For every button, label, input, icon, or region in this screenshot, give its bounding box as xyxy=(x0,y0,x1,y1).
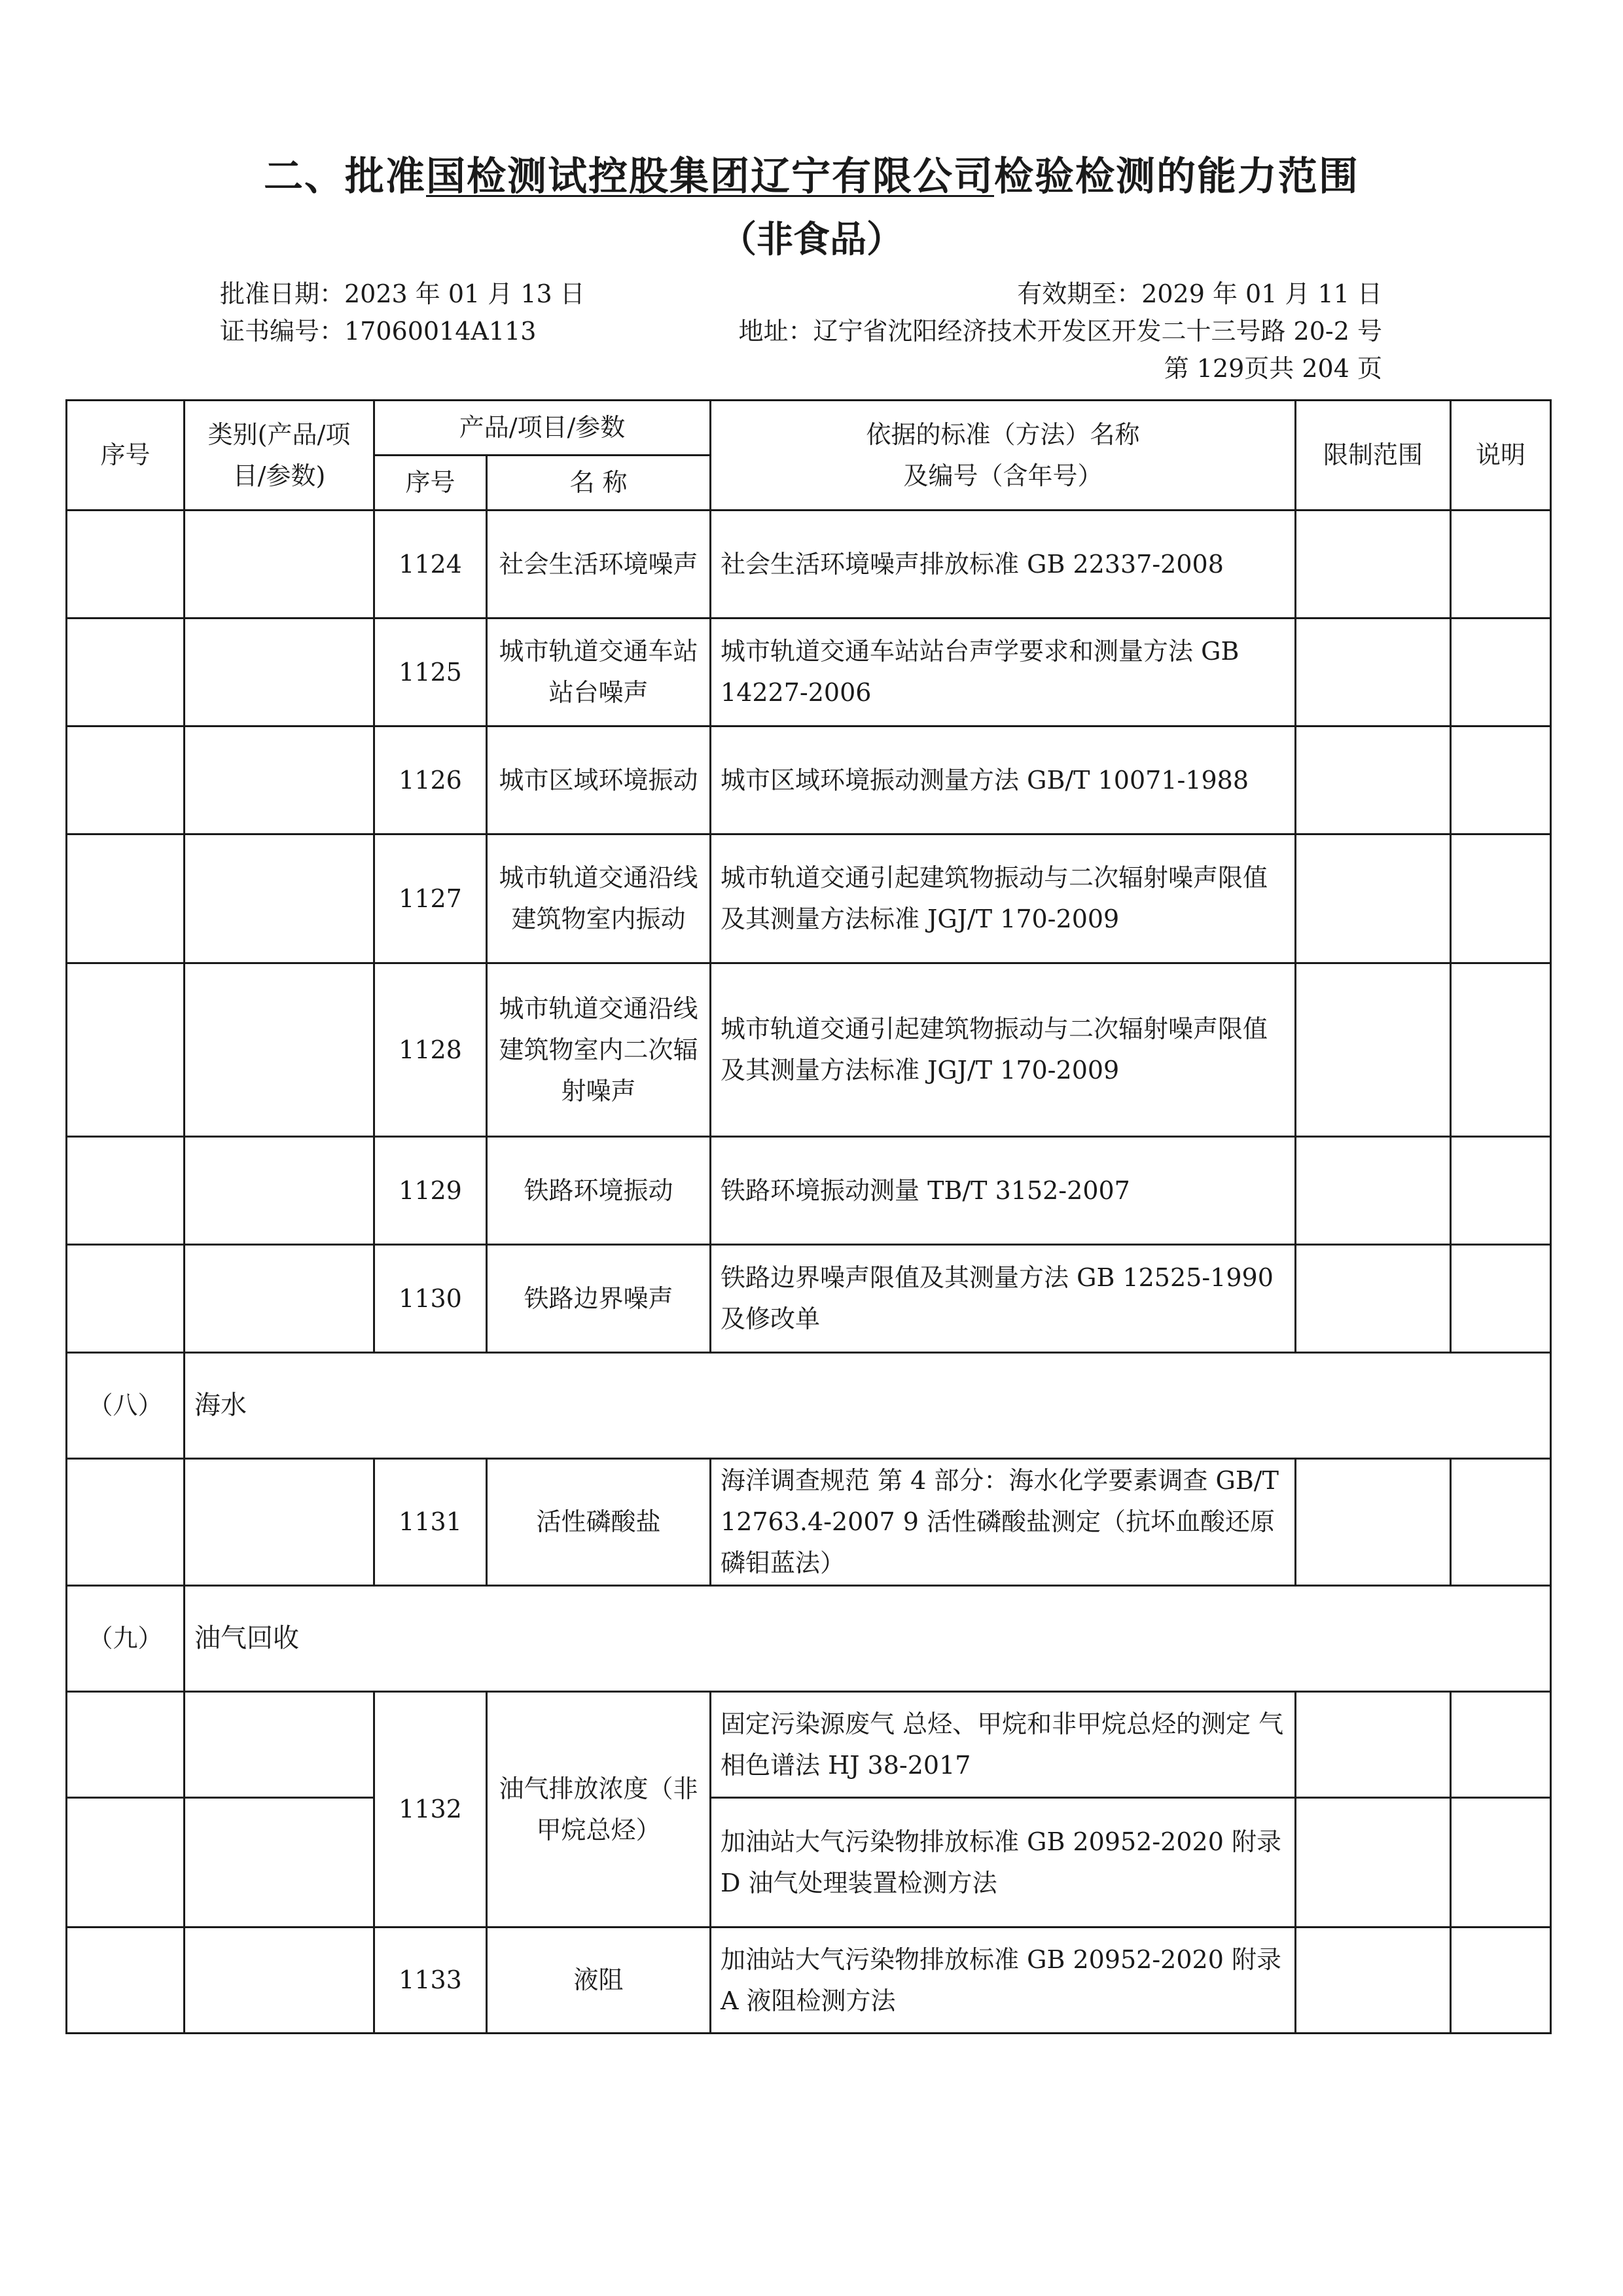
header-seq: 序号 xyxy=(67,401,185,511)
header-sub-name: 名 称 xyxy=(487,456,711,511)
capability-table xyxy=(65,399,1552,2034)
page-title xyxy=(0,145,1623,202)
page-subtitle: （非食品） xyxy=(720,219,903,261)
row-number: 1127 xyxy=(374,834,487,963)
page-number: 第 129页共 204 页 xyxy=(1164,354,1382,383)
row-number: 1124 xyxy=(374,511,487,619)
row-name: 社会生活环境噪声 xyxy=(487,511,711,619)
header-product-group: 产品/项目/参数 xyxy=(374,401,711,456)
row-number: 1126 xyxy=(374,726,487,834)
row-standard: 社会生活环境噪声排放标准 GB 22337-2008 xyxy=(711,511,1296,619)
row-number: 1132 xyxy=(374,1692,487,1928)
row-number: 1131 xyxy=(374,1459,487,1586)
approval-date: 批准日期：2023 年 01 月 13 日 xyxy=(220,279,585,308)
row-name: 城市轨道交通车站站台噪声 xyxy=(487,619,711,726)
row-standard: 加油站大气污染物排放标准 GB 20952-2020 附录 A 液阻检测方法 xyxy=(711,1928,1296,2034)
certificate-number: 证书编号：17060014A113 xyxy=(220,317,537,346)
row-standard: 铁路环境振动测量 TB/T 3152-2007 xyxy=(711,1137,1296,1245)
row-standard: 城市轨道交通引起建筑物振动与二次辐射噪声限值及其测量方法标准 JGJ/T 170-2009 xyxy=(711,834,1296,963)
title-suffix: 检验检测的能力范围 xyxy=(994,154,1359,200)
header-standard-line1: 依据的标准（方法）名称 xyxy=(866,420,1140,449)
title-org-name: 国检测试控股集团辽宁有限公司 xyxy=(426,154,994,200)
row-name: 铁路边界噪声 xyxy=(487,1245,711,1353)
table-row xyxy=(67,619,1551,726)
table-row xyxy=(67,1245,1551,1353)
table-row xyxy=(67,1928,1551,2034)
section-number: （八） xyxy=(67,1353,185,1459)
row-standard: 城市轨道交通引起建筑物振动与二次辐射噪声限值及其测量方法标准 JGJ/T 170-2009 xyxy=(711,963,1296,1137)
header-standard xyxy=(711,401,1296,511)
table-row xyxy=(67,511,1551,619)
row-standard: 铁路边界噪声限值及其测量方法 GB 12525-1990 及修改单 xyxy=(711,1245,1296,1353)
header-standard-line2: 及编号（含年号） xyxy=(903,461,1103,490)
row-name: 城市区域环境振动 xyxy=(487,726,711,834)
section-label: 海水 xyxy=(185,1353,1551,1459)
row-standard: 城市区域环境振动测量方法 GB/T 10071-1988 xyxy=(711,726,1296,834)
row-standard: 固定污染源废气 总烃、甲烷和非甲烷总烃的测定 气相色谱法 HJ 38-2017 xyxy=(711,1692,1296,1798)
header-limit: 限制范围 xyxy=(1296,401,1451,511)
table-row xyxy=(67,834,1551,963)
table-row xyxy=(67,1692,1551,1798)
row-name: 油气排放浓度（非甲烷总烃） xyxy=(487,1692,711,1928)
table-header-row xyxy=(67,401,1551,456)
row-name: 铁路环境振动 xyxy=(487,1137,711,1245)
row-standard: 城市轨道交通车站站台声学要求和测量方法 GB 14227-2006 xyxy=(711,619,1296,726)
header-note: 说明 xyxy=(1451,401,1551,511)
row-number: 1133 xyxy=(374,1928,487,2034)
row-name: 液阻 xyxy=(487,1928,711,2034)
table-row xyxy=(67,1137,1551,1245)
section-number: （九） xyxy=(67,1586,185,1692)
table-row xyxy=(67,726,1551,834)
table-row xyxy=(67,1798,1551,1928)
row-name: 城市轨道交通沿线建筑物室内二次辐射噪声 xyxy=(487,963,711,1137)
address: 地址：辽宁省沈阳经济技术开发区开发二十三号路 20-2 号 xyxy=(738,317,1382,346)
title-prefix: 二、批准 xyxy=(264,154,426,200)
header-category: 类别(产品/项目/参数) xyxy=(185,401,374,511)
row-name: 城市轨道交通沿线建筑物室内振动 xyxy=(487,834,711,963)
row-number: 1125 xyxy=(374,619,487,726)
row-number: 1129 xyxy=(374,1137,487,1245)
row-number: 1128 xyxy=(374,963,487,1137)
table-row xyxy=(67,1459,1551,1586)
header-sub-seq: 序号 xyxy=(374,456,487,511)
row-standard: 海洋调查规范 第 4 部分：海水化学要素调查 GB/T 12763.4-2007 9 活性磷酸盐测定（抗坏血酸还原磷钼蓝法） xyxy=(711,1459,1296,1586)
section-row-vapor-recovery xyxy=(67,1586,1551,1692)
row-name: 活性磷酸盐 xyxy=(487,1459,711,1586)
section-label: 油气回收 xyxy=(185,1586,1551,1692)
row-number: 1130 xyxy=(374,1245,487,1353)
section-row-seawater xyxy=(67,1353,1551,1459)
row-standard: 加油站大气污染物排放标准 GB 20952-2020 附录 D 油气处理装置检测方法 xyxy=(711,1798,1296,1928)
table-row xyxy=(67,963,1551,1137)
valid-until: 有效期至：2029 年 01 月 11 日 xyxy=(1017,279,1382,308)
